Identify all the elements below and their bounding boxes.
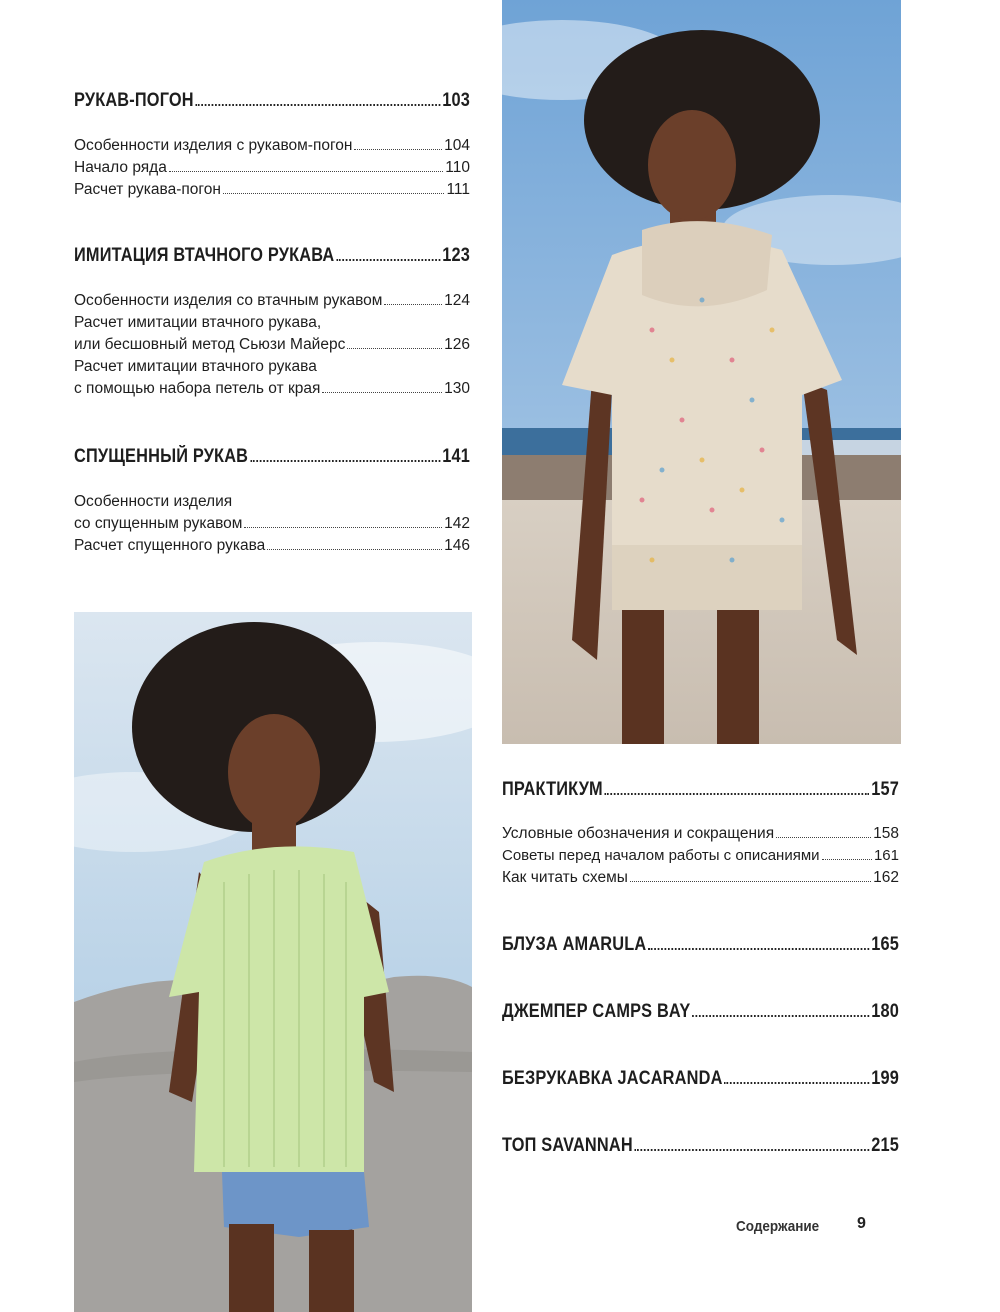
toc-item-page: 158 [873,825,899,842]
toc-item [502,825,899,847]
toc-heading [74,90,470,116]
toc-item [74,493,470,515]
toc-item [502,847,899,869]
photo-cream-sweater [502,0,901,744]
toc-heading-page: 123 [442,245,471,266]
toc-heading [502,779,899,805]
toc-heading-page: 157 [871,779,900,800]
toc-item-text: Особенности изделия [74,493,233,510]
toc-item [74,515,470,537]
leader-dots [776,837,871,838]
toc-item [74,292,470,314]
toc-heading-title: ТОП SAVANNAH [502,1135,633,1156]
leader-dots [267,549,442,550]
toc-heading-title: ИМИТАЦИЯ ВТАЧНОГО РУКАВА [74,245,335,266]
toc-heading [502,1135,899,1161]
toc-item-text: со спущенным рукавом [74,515,243,532]
toc-item [74,181,470,203]
toc-item-text: Расчет имитации втачного рукава, [74,314,322,331]
photo-cream-sweater-illustration [502,0,901,744]
toc-item-page: 124 [444,292,470,309]
toc-camps-bay [502,1001,899,1027]
toc-heading [502,934,899,960]
toc-heading [74,245,470,271]
leader-dots [822,859,872,860]
toc-item-page: 130 [444,380,470,397]
toc-heading [502,1068,899,1094]
toc-spushchenny [74,446,470,559]
toc-heading-page: 103 [442,90,471,111]
leader-dots [692,1015,869,1017]
leader-dots [630,881,871,882]
toc-item-text: или бесшовный метод Сьюзи Майерс [74,336,346,353]
toc-heading-title: БЛУЗА AMARULA [502,934,647,955]
leader-dots [648,948,869,950]
toc-item [74,537,470,559]
toc-amarula [502,934,899,960]
toc-item-text: Расчет спущенного рукава [74,537,266,554]
toc-heading-page: 215 [871,1135,900,1156]
toc-item-page: 126 [444,336,470,353]
toc-item [74,380,470,402]
toc-item-text: с помощью набора петель от края [74,380,321,397]
toc-item-page: 111 [446,181,470,198]
photo-green-sweater [74,612,472,1312]
toc-item-page: 104 [444,137,470,154]
leader-dots [336,259,441,261]
toc-item-text: Расчет рукава-погон [74,181,221,198]
footer-section-name: Содержание [736,1218,820,1235]
toc-item [74,159,470,181]
toc-heading-page: 199 [871,1068,900,1089]
leader-dots [250,460,441,462]
leader-dots [169,171,443,172]
toc-rukav-pogon [74,90,470,203]
toc-item-text: Советы перед началом работы с описаниями [502,847,820,864]
toc-item-page: 142 [444,515,470,532]
toc-heading-title: ПРАКТИКУМ [502,779,603,800]
toc-item-text: Расчет имитации втачного рукава [74,358,317,375]
toc-savannah [502,1135,899,1161]
toc-jacaranda [502,1068,899,1094]
leader-dots [605,793,870,795]
toc-item-text: Особенности изделия со втачным рукавом [74,292,383,309]
toc-item-text: Начало ряда [74,159,167,176]
leader-dots [347,348,442,349]
leader-dots [635,1149,870,1151]
leader-dots [223,193,445,194]
toc-item-text: Особенности изделия с рукавом-погон [74,137,353,154]
toc-item-page: 146 [444,537,470,554]
toc-heading-title: БЕЗРУКАВКА JACARANDA [502,1068,723,1089]
leader-dots [384,304,442,305]
toc-item-page: 161 [873,847,899,864]
toc-heading-page: 165 [871,934,900,955]
toc-item-page: 162 [873,869,899,886]
photo-green-sweater-illustration [74,612,472,1312]
toc-heading-page: 141 [442,446,471,467]
toc-praktikum [502,779,899,891]
leader-dots [354,149,442,150]
toc-item-text: Условные обозначения и сокращения [502,825,775,842]
toc-item [74,358,470,380]
toc-item [74,336,470,358]
toc-item [74,314,470,336]
page-number: 9 [857,1215,866,1232]
toc-item-text: Как читать схемы [502,869,628,886]
toc-item-page: 110 [445,159,470,176]
leader-dots [322,392,442,393]
toc-item [74,137,470,159]
toc-heading [74,446,470,472]
leader-dots [244,527,442,528]
toc-heading-page: 180 [871,1001,900,1022]
toc-heading-title: СПУЩЕННЫЙ РУКАВ [74,446,249,467]
toc-heading [502,1001,899,1027]
toc-imitatsiya [74,245,470,402]
leader-dots [195,104,440,106]
toc-heading-title: ДЖЕМПЕР CAMPS BAY [502,1001,691,1022]
toc-item [502,869,899,891]
toc-heading-title: РУКАВ-ПОГОН [74,90,194,111]
leader-dots [724,1082,869,1084]
